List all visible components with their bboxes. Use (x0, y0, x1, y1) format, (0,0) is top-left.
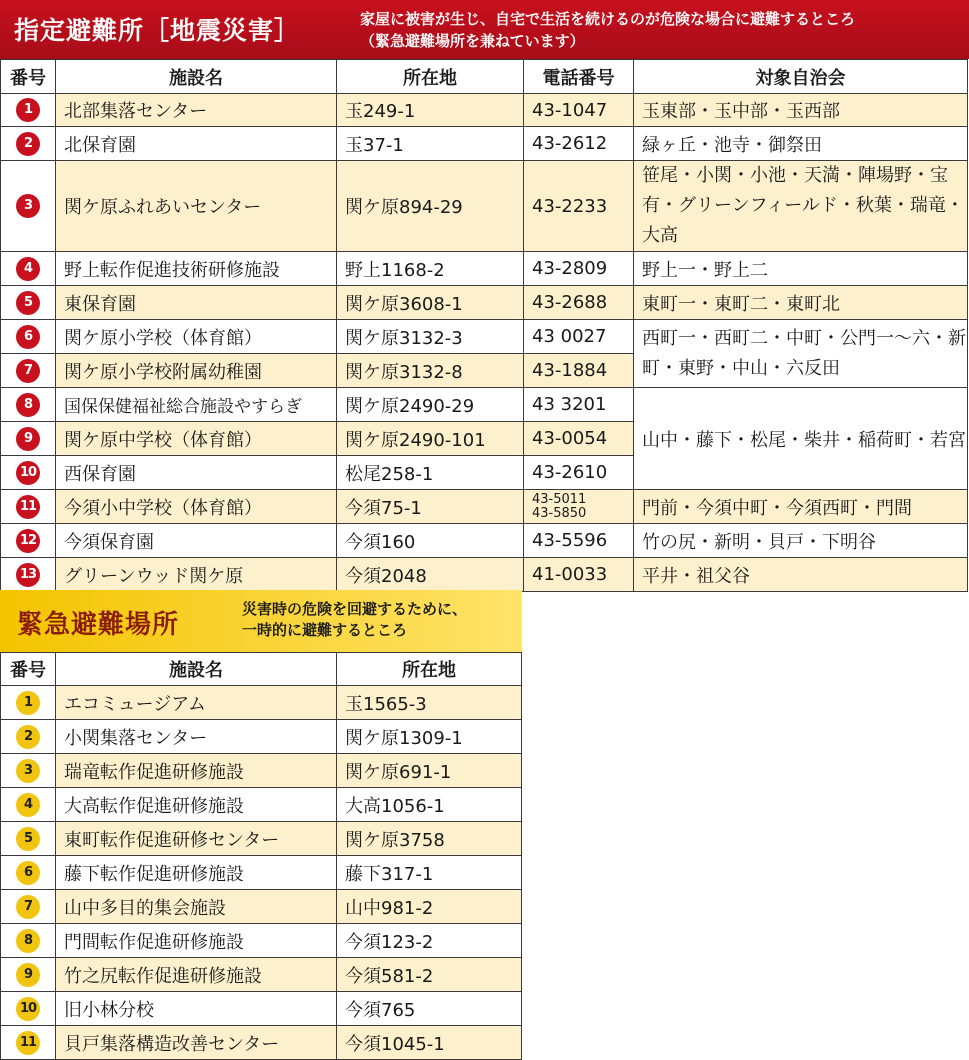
facility-address: 関ケ原894-29 (337, 161, 524, 252)
facility-address: 大高1056-1 (337, 788, 522, 822)
facility-name: 山中多目的集会施設 (56, 890, 337, 924)
facility-name: 関ケ原ふれあいセンター (56, 161, 337, 252)
section1-description: 家屋に被害が生じ、自宅で生活を続けるのが危険な場合に避難するところ （緊急避難場所を兼ねています） (360, 10, 856, 50)
table-row (1, 1026, 522, 1060)
table-row (1, 320, 968, 354)
table-row (1, 992, 522, 1026)
facility-name: 北部集落センター (56, 94, 337, 127)
number-badge: 4 (16, 793, 40, 817)
designated-shelter-header (0, 0, 969, 59)
facility-address: 関ケ原3758 (337, 822, 522, 856)
header-phone: 電話番号 (524, 60, 634, 94)
table-row (1, 388, 968, 422)
facility-phone: 43-2612 (524, 127, 634, 161)
facility-phone: 43-1047 (524, 94, 634, 127)
facility-phone: 43-2610 (524, 456, 634, 490)
table-row (1, 127, 968, 161)
facility-address: 関ケ原2490-101 (337, 422, 524, 456)
header-facility: 施設名 (56, 653, 337, 686)
facility-address: 藤下317-1 (337, 856, 522, 890)
number-badge: 3 (16, 194, 40, 218)
table-row (1, 686, 522, 720)
table-row (1, 490, 968, 524)
number-badge: 5 (16, 291, 40, 315)
facility-phone: 43 0027 (524, 320, 634, 354)
facility-name: エコミュージアム (56, 686, 337, 720)
facility-phone: 43-5596 (524, 524, 634, 558)
facility-name: 野上転作促進技術研修施設 (56, 252, 337, 286)
facility-address: 今須123-2 (337, 924, 522, 958)
facility-name: 大高転作促進研修施設 (56, 788, 337, 822)
facility-name: 旧小林分校 (56, 992, 337, 1026)
table-header-row (1, 653, 522, 686)
facility-address: 関ケ原3132-3 (337, 320, 524, 354)
facility-name: 北保育園 (56, 127, 337, 161)
facility-address: 関ケ原3608-1 (337, 286, 524, 320)
section2-title: 緊急避難場所 (17, 610, 180, 640)
target-area: 西町一・西町二・中町・公門一～六・新町・東野・中山・六反田 (634, 320, 968, 388)
facility-name: 瑞竜転作促進研修施設 (56, 754, 337, 788)
number-badge: 5 (16, 827, 40, 851)
facility-address: 今須1045-1 (337, 1026, 522, 1060)
facility-phone: 43-1884 (524, 354, 634, 388)
facility-address: 松尾258-1 (337, 456, 524, 490)
facility-name: 関ケ原小学校附属幼稚園 (56, 354, 337, 388)
facility-address: 関ケ原691-1 (337, 754, 522, 788)
target-area: 緑ヶ丘・池寺・御祭田 (634, 127, 968, 161)
table-row (1, 286, 968, 320)
number-badge: 10 (16, 997, 40, 1021)
facility-phone: 41-0033 (524, 558, 634, 592)
header-number: 番号 (1, 60, 56, 94)
facility-address: 関ケ原2490-29 (337, 388, 524, 422)
header-facility: 施設名 (56, 60, 337, 94)
facility-address: 野上1168-2 (337, 252, 524, 286)
facility-address: 玉37-1 (337, 127, 524, 161)
target-area: 山中・藤下・松尾・柴井・稲荷町・若宮 (634, 388, 968, 490)
number-badge: 1 (16, 691, 40, 715)
facility-name: 関ケ原中学校（体育館） (56, 422, 337, 456)
facility-address: 今須75-1 (337, 490, 524, 524)
number-badge: 7 (16, 895, 40, 919)
number-badge: 3 (16, 759, 40, 783)
table-row (1, 924, 522, 958)
header-area: 対象自治会 (634, 60, 968, 94)
target-area: 野上一・野上二 (634, 252, 968, 286)
table-row (1, 822, 522, 856)
facility-name: 小関集落センター (56, 720, 337, 754)
emergency-evacuation-table (0, 652, 522, 1060)
table-row (1, 161, 968, 252)
facility-name: 今須保育園 (56, 524, 337, 558)
designated-shelter-table (0, 59, 968, 592)
facility-address: 玉1565-3 (337, 686, 522, 720)
header-address: 所在地 (337, 653, 522, 686)
number-badge: 11 (16, 495, 40, 519)
facility-name: 関ケ原小学校（体育館） (56, 320, 337, 354)
number-badge: 6 (16, 861, 40, 885)
table-row (1, 788, 522, 822)
facility-phone: 43-2809 (524, 252, 634, 286)
number-badge: 4 (16, 257, 40, 281)
target-area: 笹尾・小関・小池・天満・陣場野・宝有・グリーンフィールド・秋葉・瑞竜・大高 (634, 161, 968, 252)
facility-name: 東町転作促進研修センター (56, 822, 337, 856)
number-badge: 13 (16, 563, 40, 587)
facility-address: 今須581-2 (337, 958, 522, 992)
facility-name: 藤下転作促進研修施設 (56, 856, 337, 890)
section1-title: 指定避難所［地震災害］ (14, 16, 301, 45)
facility-address: 今須765 (337, 992, 522, 1026)
number-badge: 10 (16, 461, 40, 485)
number-badge: 2 (16, 725, 40, 749)
table-header-row (1, 60, 968, 94)
facility-phone: 43-2233 (524, 161, 634, 252)
facility-address: 関ケ原1309-1 (337, 720, 522, 754)
table-row (1, 94, 968, 127)
number-badge: 8 (16, 393, 40, 417)
table-row (1, 890, 522, 924)
number-badge: 9 (16, 963, 40, 987)
number-badge: 6 (16, 325, 40, 349)
facility-address: 玉249-1 (337, 94, 524, 127)
emergency-evacuation-header (0, 590, 522, 652)
facility-address: 今須160 (337, 524, 524, 558)
number-badge: 11 (16, 1031, 40, 1055)
number-badge: 7 (16, 359, 40, 383)
table-row (1, 958, 522, 992)
number-badge: 9 (16, 427, 40, 451)
facility-name: 今須小中学校（体育館） (56, 490, 337, 524)
facility-name: 貝戸集落構造改善センター (56, 1026, 337, 1060)
facility-name: 国保保健福祉総合施設やすらぎ (56, 388, 337, 422)
target-area: 平井・祖父谷 (634, 558, 968, 592)
facility-phone: 43-2688 (524, 286, 634, 320)
header-number: 番号 (1, 653, 56, 686)
facility-address: 今須2048 (337, 558, 524, 592)
number-badge: 8 (16, 929, 40, 953)
header-address: 所在地 (337, 60, 524, 94)
facility-address: 山中981-2 (337, 890, 522, 924)
facility-address: 関ケ原3132-8 (337, 354, 524, 388)
target-area: 門前・今須中町・今須西町・門間 (634, 490, 968, 524)
table-row (1, 856, 522, 890)
number-badge: 12 (16, 529, 40, 553)
table-row (1, 524, 968, 558)
table-row (1, 720, 522, 754)
table-row (1, 252, 968, 286)
table-row (1, 754, 522, 788)
facility-name: 門間転作促進研修施設 (56, 924, 337, 958)
target-area: 玉東部・玉中部・玉西部 (634, 94, 968, 127)
target-area: 東町一・東町二・東町北 (634, 286, 968, 320)
number-badge: 2 (16, 132, 40, 156)
facility-phone: 43 3201 (524, 388, 634, 422)
facility-phone: 43-5011 43-5850 (524, 490, 634, 524)
target-area: 竹の尻・新明・貝戸・下明谷 (634, 524, 968, 558)
facility-name: グリーンウッド関ケ原 (56, 558, 337, 592)
facility-name: 東保育園 (56, 286, 337, 320)
facility-name: 竹之尻転作促進研修施設 (56, 958, 337, 992)
facility-name: 西保育園 (56, 456, 337, 490)
section2-description: 災害時の危険を回避するために、 一時的に避難するところ (242, 600, 468, 639)
facility-phone: 43-0054 (524, 422, 634, 456)
table-row (1, 558, 968, 592)
number-badge: 1 (16, 98, 40, 122)
